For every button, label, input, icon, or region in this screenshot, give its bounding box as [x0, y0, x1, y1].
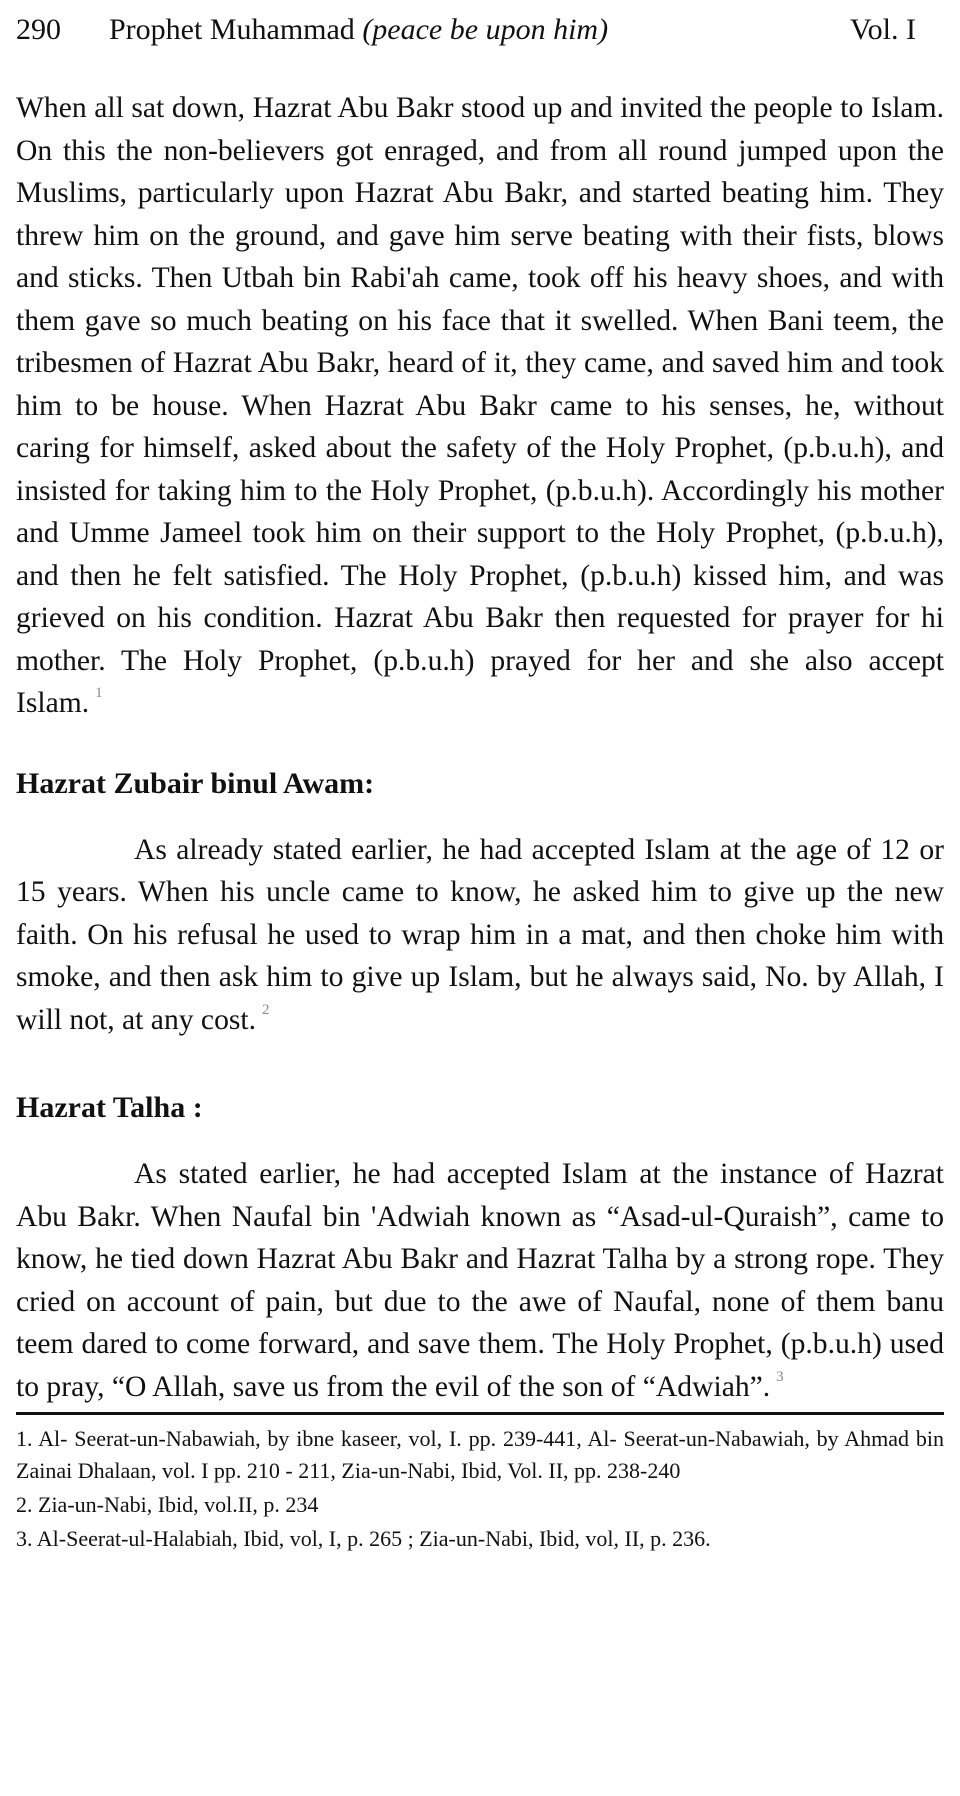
- footnote-item: 1. Al- Seerat-un-Nabawiah, by ibne kaseer, vol, I. pp. 239-441, Al- Seerat-un-Nabawiah, by Ahmad bin Zainai Dhalaan, vol. I pp. 210 - 211, Zia-un-Nabi, Ibid, Vol. II, pp. 238-240: [16, 1426, 944, 1483]
- section-heading-talha: Hazrat Talha :: [16, 1091, 203, 1124]
- footnote-reference: 1: [95, 685, 103, 701]
- section-heading-zubair: Hazrat Zubair binul Awam:: [16, 766, 375, 800]
- volume-label: Vol. I: [849, 13, 916, 46]
- paragraph-text: As already stated earlier, he had accepted Islam at the age of 12 or 15 years. When his uncle came to know, he asked him to give up the new faith. On his refusal he used to wrap him in a mat, and then choke him with smoke, and then ask him to give up Islam, but he always said, No. by Allah, I will not, at any cost.: [16, 833, 944, 1036]
- book-title-honorific: (peace be upon him): [362, 13, 609, 46]
- book-page: [16, 0, 944, 1555]
- running-header: [16, 0, 944, 60]
- footnote-reference: 2: [262, 1001, 270, 1018]
- paragraph-text: As stated earlier, he had accepted Islam at the instance of Hazrat Abu Bakr. When Naufal bin 'Adwiah known as “Asad-ul-Quraish”, came to know, he tied down Hazrat Abu Bakr and Hazrat Talha by a strong rope. They cried on account of pain, but due to the awe of Naufal, none of them banu teem dared to come forward, and save them. The Holy Prophet, (p.b.u.h) used to pray, “O Allah, save us from the evil of the son of “Adwiah”.: [16, 1158, 944, 1403]
- page-number: 290: [16, 13, 61, 46]
- footnote-item: 2. Zia-un-Nabi, Ibid, vol.II, p. 234: [16, 1492, 319, 1517]
- footnote-item: 3. Al-Seerat-ul-Halabiah, Ibid, vol, I, p. 265 ; Zia-un-Nabi, Ibid, vol, II, p. 236.: [16, 1526, 711, 1551]
- paragraph-talha: [16, 1153, 944, 1408]
- paragraph-zubair: [16, 829, 944, 1042]
- paragraph-text: When all sat down, Hazrat Abu Bakr stood up and invited the people to Islam. On this the non-believers got enraged, and from all round jumped upon the Muslims, particularly upon Hazrat Abu Bakr, and started beating him. They threw him on the ground, and gave him serve beating with their fists, blows and sticks. Then Utbah bin Rabi'ah came, took off his heavy shoes, and with them gave so much beating on his face that it swelled. When Bani teem, the tribesmen of Hazrat Abu Bakr, heard of it, they came, and saved him and took him to be house. When Hazrat Abu Bakr came to his senses, he, without caring for himself, asked about the safety of the Holy Prophet, (p.b.u.h), and insisted for taking him to the Holy Prophet, (p.b.u.h). Accordingly his mother and Umme Jameel took him on their support to the Holy Prophet, (p.b.u.h), and then he felt satisfied. The Holy Prophet, (p.b.u.h) kissed him, and was grieved on his condition. Hazrat Abu Bakr then requested for prayer for hi mother. The Holy Prophet, (p.b.u.h) prayed for her and she also accept Islam.: [16, 92, 944, 719]
- book-title: [109, 0, 608, 60]
- paragraph-abu-bakr: [16, 87, 944, 725]
- footnotes: [16, 1423, 944, 1555]
- footnote-divider: [16, 1412, 944, 1415]
- book-title-main: Prophet Muhammad: [109, 13, 355, 46]
- footnote-reference: 3: [776, 1368, 784, 1385]
